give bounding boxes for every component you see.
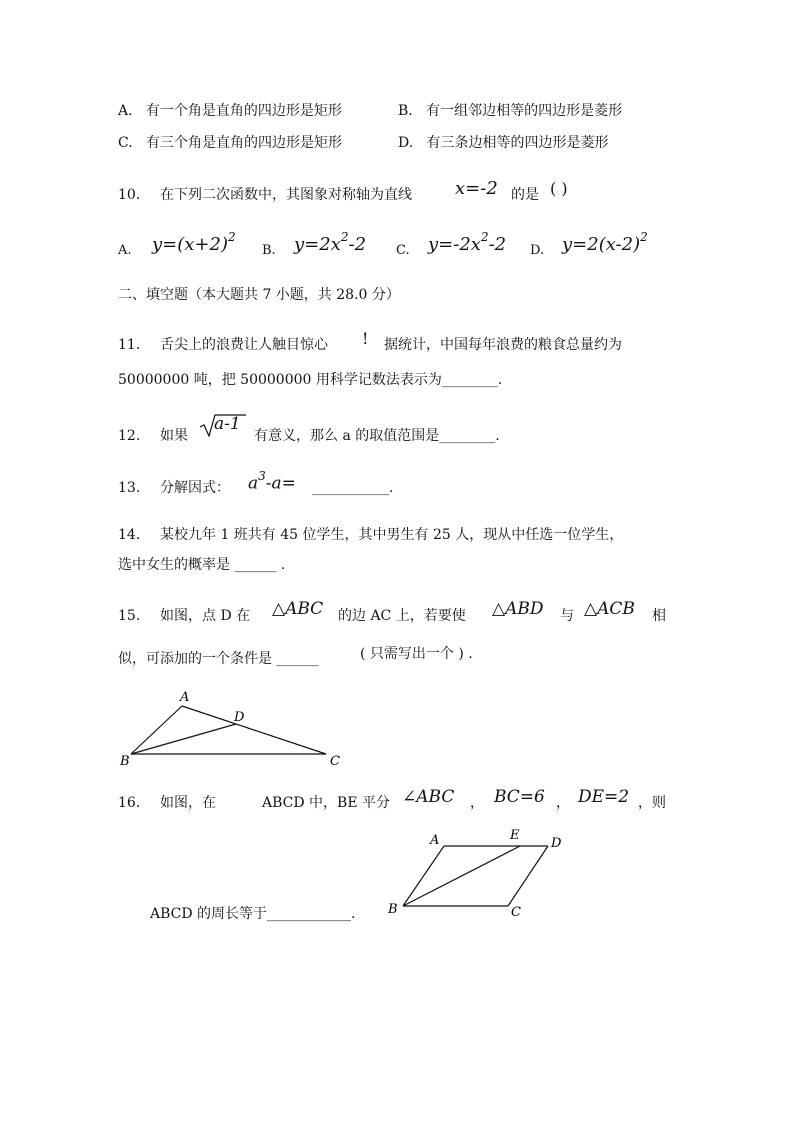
vertex-label: A (430, 833, 440, 848)
q13-blank: ___________. (312, 480, 394, 496)
q9-option-c (118, 134, 342, 152)
option-label: C. (118, 135, 133, 151)
vertex-label: E (510, 828, 520, 843)
q10-math: x=-2 (455, 178, 498, 199)
q13-pre: 分解因式： (160, 480, 230, 496)
q16-comma1: ， (470, 795, 484, 811)
q10-d-math: $y=2(x-2)^2$ (562, 230, 648, 255)
q10-d-label: D. (530, 243, 545, 258)
q11-num: 11. (118, 337, 141, 353)
q12-post: 有意义，那么 a 的取值范围是________. (254, 428, 500, 444)
q10-c-label: C. (396, 243, 410, 258)
q15-triangle-figure (110, 688, 350, 770)
q15-tri2: △ABD (492, 599, 544, 619)
option-text: 有三个角是直角的四边形是矩形 (146, 135, 343, 151)
option-label: B. (398, 103, 413, 119)
q9-option-d (398, 134, 609, 152)
option-label: D. (398, 135, 414, 151)
q16-post: ，则 (638, 795, 666, 811)
q11-exclaim: ! (362, 329, 369, 348)
q16-comma2: ， (556, 795, 570, 811)
q15-tri1: △ABC (272, 599, 324, 619)
q10-num: 10. (118, 187, 141, 203)
vertex-label: C (511, 905, 521, 920)
vertex-label: D (234, 710, 245, 725)
q14-line2: 选中女生的概率是 ______ . (118, 557, 286, 573)
q15-post: 相 (652, 608, 666, 624)
vertex-label: A (180, 690, 190, 705)
vertex-label: B (388, 902, 398, 917)
q15-num: 15. (118, 608, 141, 624)
q10-b-math: $y=2x^2-2$ (294, 230, 367, 255)
vertex-label: D (551, 836, 562, 851)
vertex-label: C (330, 754, 340, 769)
section-title: 二、填空题（本大题共 7 小题，共 28.0 分） (118, 287, 400, 303)
q12-pre: 如果 (160, 428, 188, 444)
option-label: A. (118, 103, 133, 119)
q10-c-math: $y=-2x^2-2$ (428, 230, 507, 255)
q13-math: $a^3-a=$ (248, 469, 296, 494)
q16-pg: ABCD 中，BE 平分 (262, 795, 391, 811)
q10-b-label: B. (262, 243, 276, 258)
option-text: 有一个角是直角的四边形是矩形 (145, 103, 342, 119)
q11-line2: 50000000 吨，把 50000000 用科学记数法表示为________. (118, 372, 503, 388)
q10-answer-paren: ( ) (550, 179, 568, 198)
q16-de: DE=2 (578, 787, 630, 807)
q10-a-label: A. (118, 243, 132, 258)
q12-num: 12. (118, 428, 141, 444)
q12-radicand: a-1 (214, 414, 241, 434)
q16-bc: BC=6 (494, 787, 545, 807)
q10-a-math: $y=(x+2)^2$ (152, 230, 236, 255)
q15-tri3: △ACB (584, 599, 635, 619)
q16-angle: ∠ABC (402, 787, 455, 807)
q9-option-a (118, 102, 342, 120)
q11-line1a: 舌尖上的浪费让人触目惊心 (160, 337, 328, 353)
q9-option-b (398, 102, 622, 120)
q13-num: 13. (118, 480, 141, 496)
q16-num: 16. (118, 795, 141, 811)
vertex-label: B (120, 754, 130, 769)
q14-num: 14. (118, 527, 141, 543)
q16-line2: ABCD 的周长等于____________. (150, 906, 356, 922)
q15-mid: 的边 AC 上，若要使 (338, 608, 466, 624)
q11-line1b: 据统计，中国每年浪费的粮食总量约为 (384, 337, 622, 353)
q15-with: 与 (560, 608, 574, 624)
q15-pre: 如图，点 D 在 (160, 608, 251, 624)
q16-pre: 如图，在 (160, 795, 216, 811)
q10-stem: 在下列二次函数中，其图象对称轴为直线 (160, 187, 412, 203)
option-text: 有一组邻边相等的四边形是菱形 (426, 103, 623, 119)
q15-line2a: 似，可添加的一个条件是 ______ (118, 651, 319, 667)
q14-line1: 某校九年 1 班共有 45 位学生，其中男生有 25 人，现从中任选一位学生， (160, 527, 624, 543)
q16-parallelogram-figure (380, 822, 570, 922)
q15-line2b: ( 只需写出一个 ) . (360, 646, 473, 662)
q10-tail: 的是 (511, 187, 539, 203)
option-text: 有三条边相等的四边形是菱形 (426, 135, 609, 151)
